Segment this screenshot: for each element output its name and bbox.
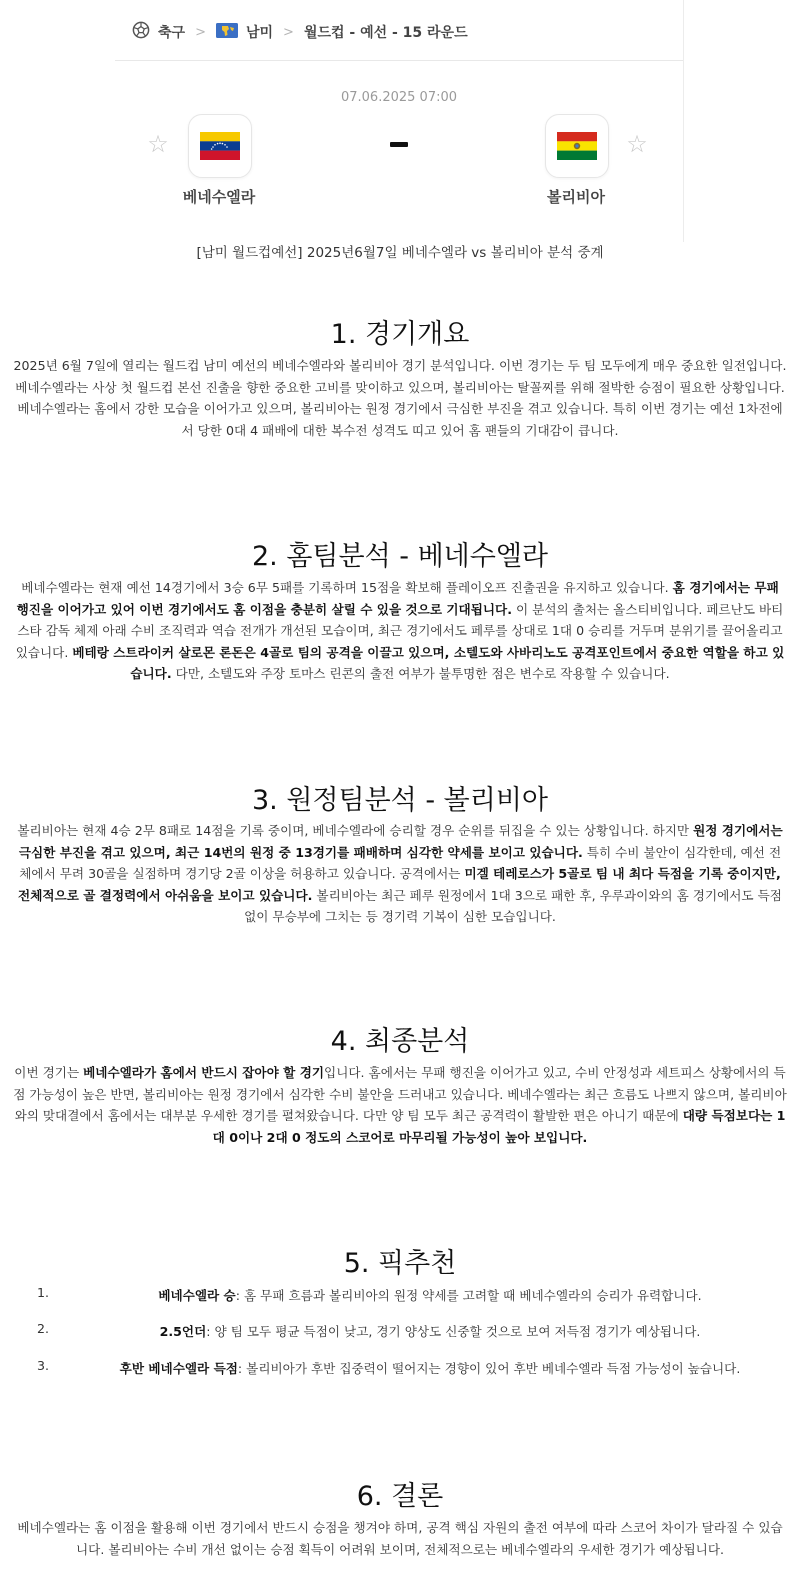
home-team-name[interactable]: 베네수엘라 xyxy=(182,188,256,206)
pick-label: 후반 베네수엘라 득점 xyxy=(119,1361,238,1376)
match-datetime: 07.06.2025 07:00 xyxy=(340,90,458,105)
section-title-text: 3. 원정팀분석 - 볼리비아 xyxy=(252,785,548,816)
section-title-overview: 1. 경기개요 xyxy=(330,319,470,350)
home-text-3: 다만, 소텔도와 주장 토마스 린콘의 출전 여부가 불투명한 점은 변수로 작용할 수 있습니다. xyxy=(171,666,670,681)
section-title-text: 4. 최종분석 xyxy=(330,1026,470,1057)
away-text-2: 특히 수비 불안이 심각한데, 예선 전체에서 무려 30골을 실점하며 경기당 2골 이상을 허용하고 있습니다. 공격에서는 xyxy=(19,844,782,881)
home-analysis-paragraph xyxy=(13,577,787,685)
final-highlight-2: 대량 득점보다는 1대 0이나 2대 0 정도의 스코어로 마무리될 가능성이 높아 보입니다. xyxy=(212,1108,786,1145)
pick-item xyxy=(0,1321,800,1343)
away-analysis-paragraph xyxy=(13,820,787,928)
favorite-away-star-icon[interactable]: ☆ xyxy=(626,130,648,158)
away-team-name[interactable]: 볼리비아 xyxy=(547,188,605,206)
section-title-away-analysis xyxy=(0,778,800,817)
breadcrumb xyxy=(132,20,468,44)
pick-text xyxy=(60,1321,800,1340)
score-separator xyxy=(390,142,408,147)
away-text-1: 볼리비아는 현재 4승 2무 8패로 14점을 기록 중이며, 베네수엘라에 승리할 경우 순위를 뒤집을 수 있는 상황입니다. 하지만 xyxy=(17,823,694,838)
section-title-text: 2. 홈팀분석 - 베네수엘라 xyxy=(252,541,548,572)
pick-number: 2. xyxy=(37,1321,50,1336)
favorite-home-star-icon[interactable]: ☆ xyxy=(147,130,169,158)
section-title-home-analysis xyxy=(0,534,800,573)
header-divider xyxy=(115,60,683,61)
away-highlight-1: 원정 경기에서는 극심한 부진을 겪고 있으며, 최근 14번의 원정 중 13경기를 패배하며 심각한 약세를 보이고 있습니다. xyxy=(18,823,783,860)
pick-description: : 홈 무패 흐름과 볼리비아의 원정 약세를 고려할 때 베네수엘라의 승리가 유력합니다. xyxy=(235,1288,702,1303)
final-highlight-1: 베네수엘라가 홈에서 반드시 잡아야 할 경기 xyxy=(83,1065,325,1080)
pick-description: : 양 팀 모두 평균 득점이 낮고, 경기 양상도 신중할 것으로 보여 저득점 경기가 예상됩니다. xyxy=(206,1324,701,1339)
pick-text xyxy=(60,1285,800,1304)
conclusion-paragraph: 베네수엘라는 홈 이점을 활용해 이번 경기에서 반드시 승점을 챙겨야 하며, 공격 핵심 자원의 출전 여부에 따라 스코어 차이가 달라질 수 있습니다. 볼리비아는 수비 개선 없이는 승점 획득이 어려워 보이며, 전체적으로는 베네수엘라의 우세한 경기가 예상됩니다. xyxy=(17,1520,783,1557)
pick-text xyxy=(60,1358,800,1377)
match-header-card xyxy=(115,0,684,242)
final-text-1: 이번 경기는 xyxy=(14,1065,84,1080)
breadcrumb-competition[interactable]: 월드컵 - 예선 - 15 라운드 xyxy=(303,25,468,41)
away-text-3: 볼리비아는 최근 페루 원정에서 1대 3으로 패한 후, 우루과이와의 홈 경기에서도 득점 없이 무승부에 그치는 등 경기력 기복이 심한 모습입니다. xyxy=(244,887,782,924)
section-title-conclusion: 6. 결론 xyxy=(356,1481,444,1512)
bolivia-flag-icon xyxy=(557,132,597,160)
overview-paragraph: 2025년 6월 7일에 열리는 월드컵 남미 예선의 베네수엘라와 볼리비아 경기 분석입니다. 이번 경기는 두 팀 모두에게 매우 중요한 일전입니다. 베네수엘라는 사상 첫 월드컵 본선 진출을 향한 중요한 고비를 맞이하고 있으며, 볼리비아는 탈꼴찌를 위해 절박한 승점이 필요한 상황입니다. 베네수엘라는 홈에서 강한 모습을 이어가고 있으며, 볼리비아는 원정 경기에서 극심한 부진을 겪고 있습니다. 특히 이번 경기는 예선 1차전에서 당한 0대 4 패배에 대한 복수전 성격도 띠고 있어 홈 팬들의 기대감이 큽니다. xyxy=(13,358,787,438)
pick-item xyxy=(0,1285,800,1307)
pick-description: : 볼리비아가 후반 집중력이 떨어지는 경향이 있어 후반 베네수엘라 득점 가능성이 높습니다. xyxy=(237,1361,741,1376)
away-team-logo[interactable] xyxy=(545,114,609,178)
home-text-1: 베네수엘라는 현재 예선 14경기에서 3승 6무 5패를 기록하며 15점을 확보해 플레이오프 진출권을 유지하고 있습니다. xyxy=(21,580,673,595)
breadcrumb-region[interactable]: 남미 xyxy=(245,25,274,41)
pick-number: 3. xyxy=(37,1358,50,1373)
away-highlight-2: 미겔 테레로스가 5골로 팀 내 최다 득점을 기록 중이지만, 전체적으로 골 결정력에서 아쉬움을 보이고 있습니다. xyxy=(18,866,781,903)
pick-item xyxy=(0,1358,800,1380)
pick-label: 베네수엘라 승 xyxy=(158,1288,236,1303)
pick-label: 2.5언더 xyxy=(159,1324,207,1339)
home-text-2: 이 분석의 출처는 올스티비입니다. 페르난도 바티스타 감독 체제 아래 수비 조직력과 역습 전개가 개선된 모습이며, 최근 경기에서도 페루를 상대로 1대 0 승리를 거두며 분위기를 끌어올리고 있습니다. xyxy=(15,601,784,660)
section-title-final-analysis xyxy=(0,1019,800,1058)
final-text-2: 입니다. 홈에서는 무패 행진을 이어가고 있고, 수비 안정성과 세트피스 상황에서의 득점 가능성이 높은 반면, 볼리비아는 원정 경기에서 심각한 수비 불안을 드러내고 있습니다. 베네수엘라는 최근 흐름도 나쁘지 않으며, 볼리비아와의 맞대결에서 홈에서는 대부분 우세한 경기를 펼쳐왔습니다. 다만 양 팀 모두 최근 공격력이 활발한 편은 아니기 때문에 xyxy=(13,1065,787,1123)
article-headline: [남미 월드컵예선] 2025년6월7일 베네수엘라 vs 볼리비아 분석 중계 xyxy=(196,245,604,261)
home-team-logo[interactable] xyxy=(188,114,252,178)
south-america-flag-icon xyxy=(216,23,238,42)
chevron-right-icon: > xyxy=(195,24,206,40)
chevron-right-icon: > xyxy=(283,24,294,40)
home-highlight-1: 홈 경기에서는 무패 행진을 이어가고 있어 이번 경기에서도 홈 이점을 충분히 살릴 수 있을 것으로 기대됩니다. xyxy=(16,580,779,617)
section-title-picks: 5. 픽추천 xyxy=(343,1248,457,1279)
pick-number: 1. xyxy=(37,1285,50,1300)
home-highlight-2: 베테랑 스트라이커 살로몬 론돈은 4골로 팀의 공격을 이끌고 있으며, 소텔도와 사바리노도 공격포인트에서 중요한 역할을 하고 있습니다. xyxy=(72,644,785,681)
soccer-ball-icon xyxy=(132,21,150,43)
venezuela-flag-icon xyxy=(200,132,240,160)
breadcrumb-sport[interactable]: 축구 xyxy=(158,25,186,41)
final-analysis-paragraph xyxy=(13,1062,787,1148)
